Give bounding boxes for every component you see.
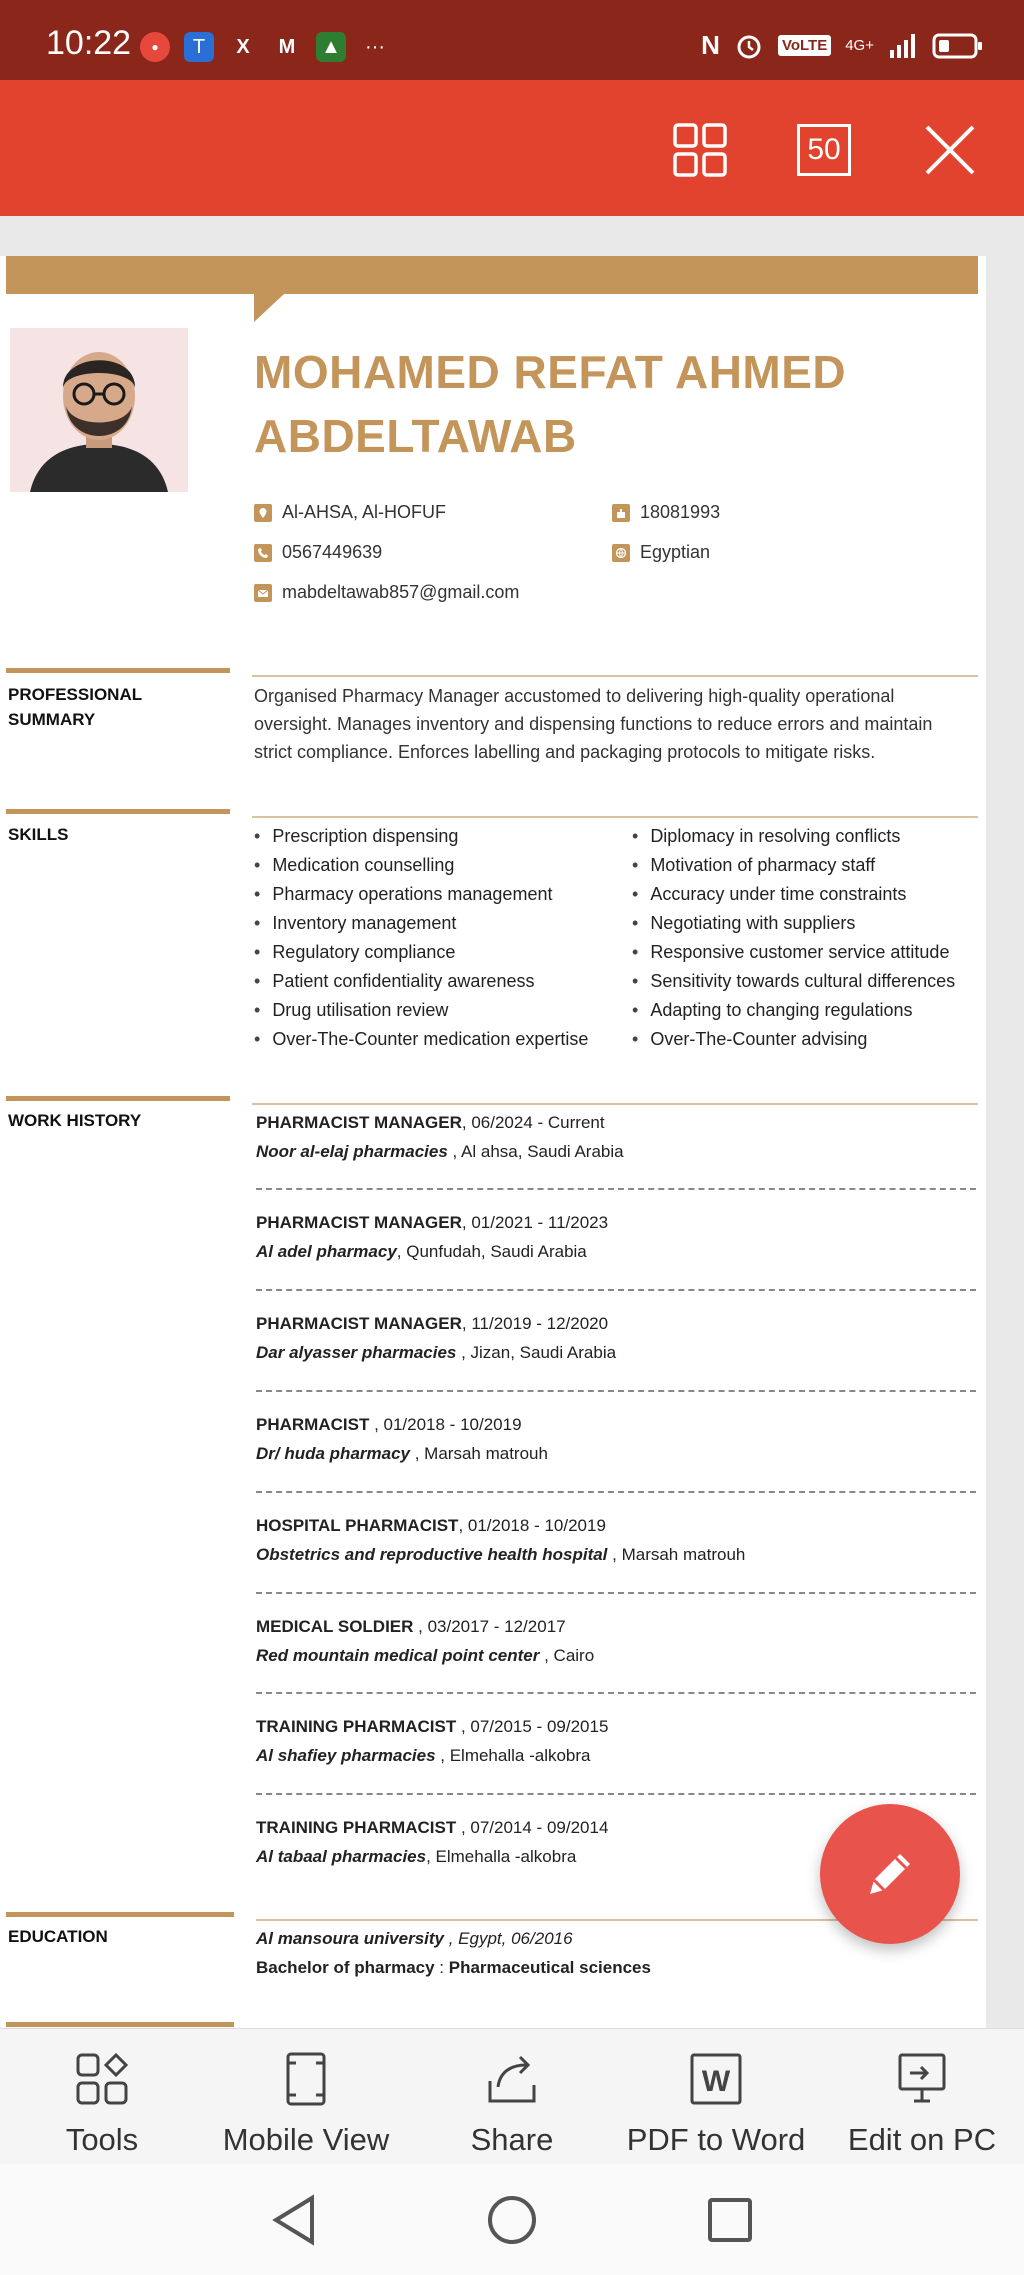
skills-list-left bbox=[254, 822, 588, 1054]
skill-item: • Inventory management bbox=[254, 909, 588, 938]
share-button[interactable]: Share bbox=[412, 2051, 612, 2158]
skill-item: • Negotiating with suppliers bbox=[632, 909, 955, 938]
skill-item: • Responsive customer service attitude bbox=[632, 938, 955, 967]
skill-item: • Pharmacy operations management bbox=[254, 880, 588, 909]
recents-icon[interactable] bbox=[706, 2196, 754, 2244]
summary-text: Organised Pharmacy Manager accustomed to delivering high-quality operational oversight. Manages inventory and dispensing functions to reduce errors and maintain strict compliance. Enforces labelling and packaging protocols to mitigate risks. bbox=[254, 686, 933, 762]
job-entry: PHARMACIST , 01/2018 - 10/2019 Dr/ huda pharmacy , Marsah matrouh bbox=[256, 1415, 548, 1463]
gmail-notification-icon: M bbox=[278, 36, 296, 58]
skill-item: • Accuracy under time constraints bbox=[632, 880, 955, 909]
job-entry: PHARMACIST MANAGER, 11/2019 - 12/2020 Dar alyasser pharmacies , Jizan, Saudi Arabia bbox=[256, 1314, 617, 1362]
summary-heading: PROFESSIONAL SUMMARY bbox=[8, 685, 143, 729]
phone-icon bbox=[254, 544, 272, 562]
skill-item: • Prescription dispensing bbox=[254, 822, 588, 851]
back-icon[interactable] bbox=[270, 2194, 318, 2246]
name-line-2: ABDELTAWAB bbox=[254, 410, 577, 462]
skill-item: • Sensitivity towards cultural differences bbox=[632, 967, 955, 996]
more-notifications-icon: ··· bbox=[365, 36, 385, 58]
globe-icon bbox=[612, 544, 630, 562]
name-line-1: MOHAMED REFAT AHMED bbox=[254, 346, 847, 398]
skill-item: • Diplomacy in resolving conflicts bbox=[632, 822, 955, 851]
network-type-label: 4G+ bbox=[845, 37, 874, 54]
job-entry: TRAINING PHARMACIST , 07/2014 - 09/2014 Al tabaal pharmacies, Elmehalla -alkobra bbox=[256, 1818, 609, 1866]
job-separator bbox=[256, 1289, 976, 1291]
app-notification-icon: ● bbox=[140, 32, 170, 62]
grid-icon bbox=[672, 122, 728, 178]
edit-on-pc-button[interactable]: Edit on PC bbox=[822, 2051, 1022, 2158]
page-count-button[interactable]: 50 bbox=[797, 124, 851, 176]
tools-button[interactable]: Tools bbox=[2, 2051, 202, 2158]
mobile-view-icon bbox=[278, 2051, 334, 2107]
education-heading: EDUCATION bbox=[8, 1927, 108, 1946]
skill-item: • Drug utilisation review bbox=[254, 996, 588, 1025]
thumbnails-button[interactable] bbox=[670, 120, 730, 180]
resume-page bbox=[0, 256, 986, 2028]
work-divider bbox=[252, 1103, 978, 1105]
education-entry: Al mansoura university , Egypt, 06/2016 Bachelor of pharmacy : Pharmaceutical sciences bbox=[256, 1929, 651, 1977]
document-viewport[interactable] bbox=[0, 216, 1024, 2028]
summary-rule bbox=[6, 668, 230, 673]
next-section-rule bbox=[6, 2022, 234, 2027]
skills-rule bbox=[6, 809, 230, 814]
notification-icons bbox=[140, 32, 390, 62]
skills-list-right bbox=[632, 822, 955, 1054]
birthday-icon bbox=[612, 504, 630, 522]
job-separator bbox=[256, 1592, 976, 1594]
contact-location: Al-AHSA, Al-HOFUF bbox=[254, 502, 446, 523]
status-bar bbox=[0, 0, 1024, 80]
mobile-view-button[interactable]: Mobile View bbox=[206, 2051, 406, 2158]
skill-item: • Regulatory compliance bbox=[254, 938, 588, 967]
x-notification-icon: X bbox=[236, 36, 250, 58]
job-entry: PHARMACIST MANAGER, 01/2021 - 11/2023 Al adel pharmacy, Qunfudah, Saudi Arabia bbox=[256, 1213, 609, 1261]
job-entry: PHARMACIST MANAGER, 06/2024 - Current Noor al-elaj pharmacies , Al ahsa, Saudi Arabia bbox=[256, 1113, 624, 1161]
system-navigation-bar bbox=[0, 2164, 1024, 2275]
skill-item: • Medication counselling bbox=[254, 851, 588, 880]
skill-item: • Patient confidentiality awareness bbox=[254, 967, 588, 996]
clock: 10:22 bbox=[46, 24, 132, 62]
bottom-action-bar bbox=[0, 2028, 1024, 2164]
edit-fab-button[interactable] bbox=[820, 1804, 960, 1944]
skills-divider bbox=[252, 816, 978, 818]
job-separator bbox=[256, 1491, 976, 1493]
contact-nationality: Egyptian bbox=[612, 542, 710, 563]
location-pin-icon bbox=[254, 504, 272, 522]
job-entry: MEDICAL SOLDIER , 03/2017 - 12/2017 Red mountain medical point center , Cairo bbox=[256, 1617, 595, 1665]
skills-heading: SKILLS bbox=[8, 825, 69, 844]
tasks-notification-icon: T bbox=[184, 32, 214, 62]
viewer-toolbar bbox=[0, 80, 1024, 216]
job-separator bbox=[256, 1390, 976, 1392]
alarm-icon bbox=[734, 31, 764, 61]
contact-birth-date: 18081993 bbox=[612, 502, 720, 523]
skill-item: • Over-The-Counter advising bbox=[632, 1025, 955, 1054]
work-heading: WORK HISTORY bbox=[8, 1111, 142, 1130]
job-separator bbox=[256, 1692, 976, 1694]
close-button[interactable] bbox=[920, 120, 980, 180]
close-icon bbox=[923, 123, 977, 177]
contact-email: mabdeltawab857@gmail.com bbox=[254, 582, 519, 603]
photo-notification-icon: ▲ bbox=[316, 32, 346, 62]
svg-text:W: W bbox=[701, 2065, 731, 2098]
work-rule bbox=[6, 1096, 230, 1101]
system-icons bbox=[701, 30, 984, 61]
profile-photo bbox=[10, 328, 188, 492]
home-icon[interactable] bbox=[486, 2194, 538, 2246]
skill-item: • Adapting to changing regulations bbox=[632, 996, 955, 1025]
job-entry: TRAINING PHARMACIST , 07/2015 - 09/2015 Al shafiey pharmacies , Elmehalla -alkobra bbox=[256, 1717, 609, 1765]
tools-icon bbox=[74, 2051, 130, 2107]
header-accent-bar bbox=[6, 256, 978, 294]
summary-divider bbox=[252, 675, 978, 677]
job-entry: HOSPITAL PHARMACIST, 01/2018 - 10/2019 Obstetrics and reproductive health hospital , Marsah matrouh bbox=[256, 1516, 746, 1564]
header-accent-notch bbox=[254, 294, 284, 322]
pdf-to-word-button[interactable]: W PDF to Word bbox=[616, 2051, 816, 2158]
contact-phone: 0567449639 bbox=[254, 542, 382, 563]
candidate-name bbox=[254, 340, 954, 468]
pencil-icon bbox=[858, 1842, 922, 1906]
job-separator bbox=[256, 1188, 976, 1190]
job-separator bbox=[256, 1793, 976, 1795]
skill-item: • Motivation of pharmacy staff bbox=[632, 851, 955, 880]
word-document-icon bbox=[688, 2051, 744, 2107]
computer-icon bbox=[894, 2051, 950, 2107]
signal-icon bbox=[888, 32, 918, 60]
skill-item: • Over-The-Counter medication expertise bbox=[254, 1025, 588, 1054]
battery-icon bbox=[932, 32, 984, 60]
email-icon bbox=[254, 584, 272, 602]
education-rule bbox=[6, 1912, 234, 1917]
nfc-icon: N bbox=[701, 30, 720, 60]
share-icon bbox=[484, 2051, 540, 2107]
volte-icon: VoLTE bbox=[778, 35, 831, 56]
